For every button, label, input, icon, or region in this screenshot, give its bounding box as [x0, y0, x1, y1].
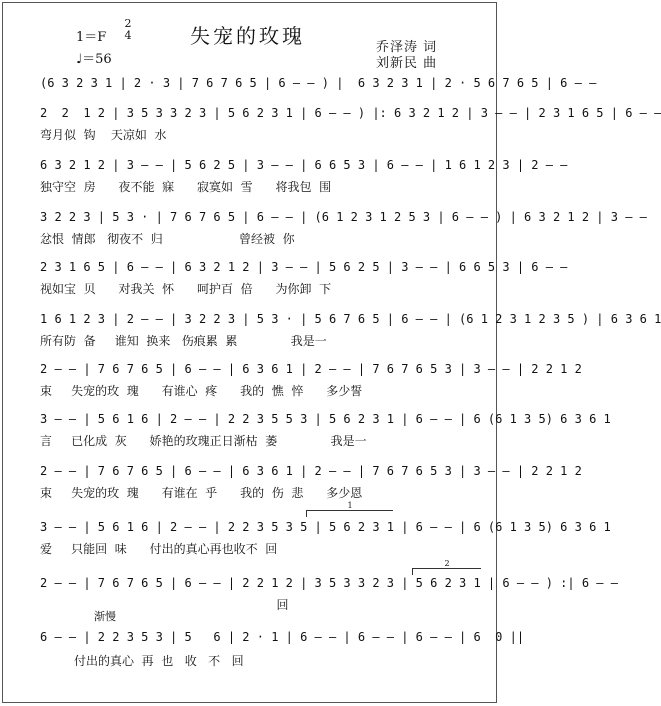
score-row-lyrics: 忿恨 情郎 彻夜不 归 曾经被 你	[40, 232, 295, 246]
score-row-notes: 2 — — | 7 6 7 6 5 | 6 — — | 6 3 6 1 | 2 — — | 7 6 7 6 5 3 | 3 — — | 2 2 1 2	[40, 464, 582, 478]
ritardando-marking: 渐慢	[94, 610, 116, 623]
score-row-lyrics: 回	[40, 598, 289, 612]
score-row-notes: 3 2 2 3 | 5 3 · | 7 6 7 6 5 | 6 — — | (6 1 2 3 1 2 5 3 | 6 — — ) | 6 3 2 1 2 | 3 — —	[40, 210, 647, 224]
score-row-notes: 1 6 1 2 3 | 2 — — | 3 2 2 3 | 5 3 · | 5 6 7 6 5 | 6 — — | (6 1 2 3 1 2 3 5 ) | 6 3 6 1	[40, 312, 661, 326]
score-row-lyrics: 束 失宠的玫 瑰 有谁在 乎 我的 伤 悲 多少恩	[40, 486, 363, 500]
score-row-lyrics: 束 失宠的玫 瑰 有谁心 疼 我的 憔 悴 多少誓	[40, 384, 363, 398]
score-row-lyrics: 言 已化成 灰 娇艳的玫瑰正日渐枯 萎 我是一	[40, 434, 367, 448]
volta-bracket-2: 2	[412, 568, 481, 575]
score-row-notes: 2 3 1 6 5 | 6 — — | 6 3 2 1 2 | 3 — — | 5 6 2 5 | 3 — — | 6 6 5 3 | 6 — —	[40, 260, 568, 274]
lyricist-credit: 乔泽涛 词	[376, 40, 438, 55]
score-row-lyrics: 付出的真心 再 也 收 不 回	[74, 654, 244, 668]
score-row-notes: 6 — — | 2 2 3 5 3 | 5 6 | 2 · 1 | 6 — — | 6 — — | 6 — — | 6 0 ||	[40, 630, 525, 644]
time-bottom: 4	[124, 29, 132, 42]
score-row-notes: 2 — — | 7 6 7 6 5 | 6 — — | 2 2 1 2 | 3 5 3 3 2 3 | 5 6 2 3 1 | 6 — — ) :| 6 — —	[40, 576, 618, 590]
score-row-notes: 2 2 1 2 | 3 5 3 3 2 3 | 5 6 2 3 1 | 6 — — ) |: 6 3 2 1 2 | 3 — — | 2 3 1 6 5 | 6 — —	[40, 106, 661, 120]
tempo-marking: ♩＝56	[76, 52, 112, 67]
score-row-lyrics: 所有防 备 谁知 换来 伤痕累 累 我是一	[40, 334, 327, 348]
volta-bracket-1: 1	[306, 510, 393, 517]
score-row-notes: 3 — — | 5 6 1 6 | 2 — — | 2 2 3 5 3 5 | 5 6 2 3 1 | 6 — — | 6 (6 1 3 5) 6 3 6 1	[40, 520, 611, 534]
time-signature	[122, 18, 134, 42]
score-row-lyrics: 独守空 房 夜不能 寐 寂寞如 雪 将我包 围	[40, 180, 332, 194]
time-top: 2	[124, 17, 132, 30]
score-row-notes: (6 3 2 3 1 | 2 · 3 | 7 6 7 6 5 | 6 — — ) | 6 3 2 3 1 | 2 · 5 6 7 6 5 | 6 — —	[40, 76, 597, 90]
score-row-lyrics: 视如宝 贝 对我关 怀 呵护百 倍 为你卸 下	[40, 282, 332, 296]
song-title: 失宠的玫瑰	[190, 24, 305, 48]
score-row-lyrics: 弯月似 钩 天凉如 水	[40, 128, 167, 142]
composer-credit: 刘新民 曲	[376, 56, 438, 71]
key-signature: 1＝F	[76, 30, 107, 45]
score-row-notes: 6 3 2 1 2 | 3 — — | 5 6 2 5 | 3 — — | 6 6 5 3 | 6 — — | 1 6 1 2 3 | 2 — —	[40, 158, 568, 172]
score-row-notes: 2 — — | 7 6 7 6 5 | 6 — — | 6 3 6 1 | 2 — — | 7 6 7 6 5 3 | 3 — — | 2 2 1 2	[40, 362, 582, 376]
score-row-lyrics: 爱 只能回 味 付出的真心再也收不 回	[40, 542, 278, 556]
score-row-notes: 3 — — | 5 6 1 6 | 2 — — | 2 2 3 5 5 3 | 5 6 2 3 1 | 6 — — | 6 (6 1 3 5) 6 3 6 1	[40, 412, 611, 426]
